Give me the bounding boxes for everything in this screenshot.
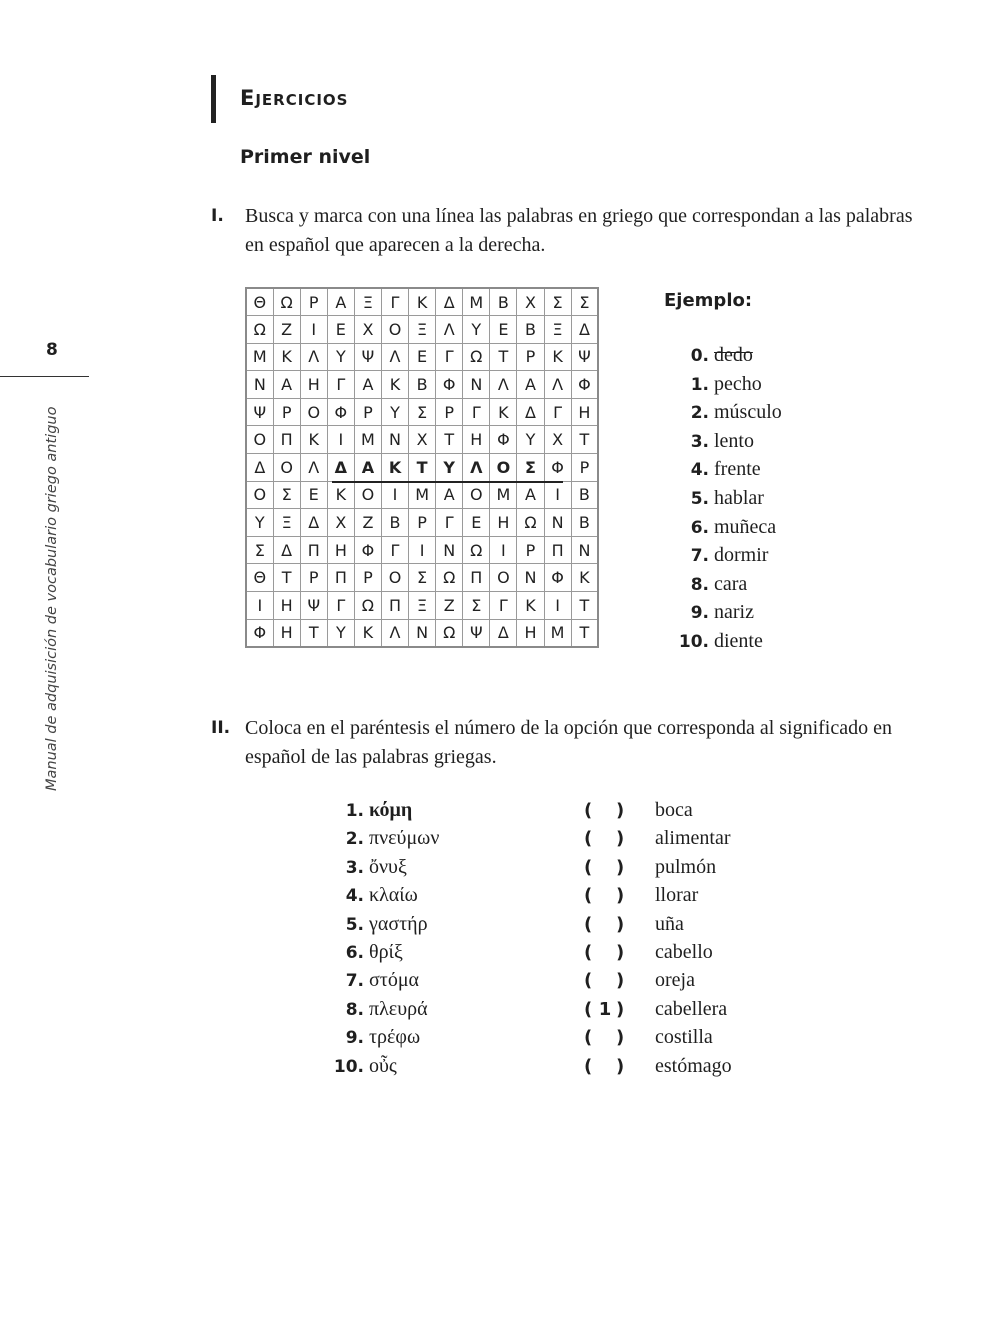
grid-cell[interactable]: Ξ	[354, 288, 381, 316]
grid-cell[interactable]: Σ	[246, 536, 273, 564]
grid-cell[interactable]: Υ	[436, 454, 463, 482]
grid-cell[interactable]: Σ	[409, 398, 436, 426]
vocab-item	[672, 601, 782, 630]
vocab-word: muñeca	[714, 515, 777, 538]
grid-cell[interactable]: Φ	[354, 536, 381, 564]
greek-word: τρέφω	[369, 1026, 421, 1049]
vocab-item	[672, 487, 782, 516]
spanish-word: costilla	[655, 1026, 713, 1049]
grid-cell[interactable]: Δ	[246, 454, 273, 482]
answer-paren-open: (	[584, 970, 593, 992]
grid-cell[interactable]: Η	[300, 371, 327, 399]
grid-cell[interactable]: Ν	[517, 564, 544, 592]
answer-paren-open: (	[584, 885, 593, 907]
grid-cell[interactable]: Δ	[490, 619, 517, 647]
grid-cell[interactable]: Ρ	[354, 564, 381, 592]
grid-cell[interactable]: Λ	[490, 371, 517, 399]
vocab-word: cara	[714, 572, 748, 595]
grid-cell[interactable]: Ω	[246, 316, 273, 344]
grid-cell[interactable]: Π	[544, 536, 571, 564]
grid-cell[interactable]: Ρ	[571, 454, 598, 482]
match-row	[330, 856, 800, 884]
grid-cell[interactable]: Λ	[544, 371, 571, 399]
grid-cell[interactable]: Ρ	[409, 509, 436, 537]
answer-paren-open: (	[584, 941, 593, 963]
grid-cell[interactable]: Ξ	[409, 592, 436, 620]
grid-row	[246, 371, 598, 399]
grid-cell[interactable]: Δ	[436, 288, 463, 316]
grid-cell[interactable]: Ε	[490, 316, 517, 344]
grid-cell[interactable]: Ι	[327, 426, 354, 454]
exercise2-number: II.	[211, 718, 231, 738]
exercise1-instructions: Busca y marca con una línea las palabras en griego que correspondan a las palabras en español que aparecen a la derecha.	[245, 205, 913, 256]
vocab-word: nariz	[714, 601, 754, 624]
grid-cell[interactable]: Ν	[246, 371, 273, 399]
answer-paren-close: )	[616, 998, 625, 1020]
match-row	[330, 884, 800, 912]
grid-cell[interactable]: Μ	[544, 619, 571, 647]
vocab-number: 8.	[690, 574, 709, 595]
grid-cell[interactable]: Ν	[409, 619, 436, 647]
grid-cell[interactable]: Ω	[436, 564, 463, 592]
grid-cell[interactable]: Η	[273, 592, 300, 620]
greek-word: κόμη	[369, 799, 413, 821]
vocab-number: 5.	[690, 488, 709, 509]
answer-paren-open: (	[584, 998, 593, 1020]
grid-cell[interactable]: Χ	[517, 288, 544, 316]
grid-cell[interactable]: Τ	[571, 426, 598, 454]
match-number: 1.	[345, 801, 364, 821]
spanish-word: cabello	[655, 940, 713, 963]
grid-cell[interactable]: Ο	[463, 481, 490, 509]
section-title: Ejercicios	[240, 86, 349, 110]
vocab-item	[672, 544, 782, 573]
grid-cell[interactable]: Ω	[436, 619, 463, 647]
answer-paren-close: )	[616, 856, 625, 878]
grid-cell[interactable]: Α	[273, 371, 300, 399]
vocab-number: 2.	[690, 403, 709, 424]
grid-cell[interactable]: Β	[571, 481, 598, 509]
grid-cell[interactable]: Τ	[490, 343, 517, 371]
grid-cell[interactable]: Μ	[354, 426, 381, 454]
grid-cell[interactable]: Η	[327, 536, 354, 564]
grid-cell[interactable]: Χ	[409, 426, 436, 454]
grid-cell[interactable]: Μ	[463, 288, 490, 316]
grid-cell[interactable]: Π	[463, 564, 490, 592]
answer-paren-close: )	[616, 970, 625, 992]
answer-paren-open: (	[584, 800, 593, 821]
grid-cell[interactable]: Φ	[490, 426, 517, 454]
answer-paren-close: )	[616, 1027, 625, 1049]
grid-cell[interactable]: Ξ	[273, 509, 300, 537]
grid-cell[interactable]: Α	[327, 288, 354, 316]
grid-cell[interactable]: Γ	[381, 536, 408, 564]
grid-cell[interactable]: Δ	[517, 398, 544, 426]
grid-cell[interactable]: Υ	[246, 509, 273, 537]
grid-cell[interactable]: Κ	[490, 398, 517, 426]
match-row	[330, 799, 800, 827]
grid-row	[246, 454, 598, 482]
grid-cell[interactable]: Ζ	[436, 592, 463, 620]
match-number: 6.	[345, 942, 364, 963]
grid-cell[interactable]: Σ	[409, 564, 436, 592]
match-row	[330, 1026, 800, 1054]
grid-cell[interactable]: Α	[354, 371, 381, 399]
grid-cell[interactable]: Γ	[327, 371, 354, 399]
match-number: 2.	[345, 829, 364, 850]
grid-row	[246, 316, 598, 344]
answer-paren-open: (	[584, 828, 593, 850]
match-number: 4.	[345, 886, 364, 907]
vocab-word: dormir	[714, 544, 769, 567]
grid-cell[interactable]: Φ	[571, 371, 598, 399]
match-row	[330, 969, 800, 997]
grid-cell[interactable]: Ψ	[463, 619, 490, 647]
grid-cell[interactable]: Ο	[354, 481, 381, 509]
grid-cell[interactable]: Λ	[381, 343, 408, 371]
spanish-word: cabellera	[655, 997, 728, 1020]
vocab-number: 1.	[690, 374, 709, 395]
vocab-item	[672, 373, 782, 402]
match-row	[330, 941, 800, 969]
page-number: 8	[46, 340, 58, 360]
grid-row	[246, 509, 598, 537]
grid-cell[interactable]: Σ	[273, 481, 300, 509]
grid-row	[246, 426, 598, 454]
answer-paren-open: (	[584, 856, 593, 878]
grid-cell[interactable]: Ν	[436, 536, 463, 564]
grid-cell[interactable]: Δ	[273, 536, 300, 564]
grid-cell[interactable]: Ν	[463, 371, 490, 399]
exercise1-number: I.	[211, 206, 224, 226]
grid-row	[246, 481, 598, 509]
grid-row	[246, 564, 598, 592]
grid-cell[interactable]: Μ	[409, 481, 436, 509]
answer-blank[interactable]: 1	[598, 998, 612, 1020]
greek-word: πνεύμων	[369, 827, 440, 850]
grid-cell[interactable]: Ψ	[354, 343, 381, 371]
vocab-item	[672, 430, 782, 459]
vocab-number: 10.	[678, 631, 709, 652]
found-word-line	[332, 481, 563, 483]
vocab-item	[672, 344, 782, 373]
grid-cell[interactable]: Μ	[490, 481, 517, 509]
answer-paren-close: )	[616, 941, 625, 963]
vocab-list	[672, 344, 782, 659]
grid-cell[interactable]: Ω	[354, 592, 381, 620]
greek-word: κλαίω	[369, 884, 418, 907]
exercise2-instructions: Coloca en el paréntesis el número de la opción que corresponda al significado en español de las palabras griegas.	[245, 717, 892, 768]
greek-word: πλευρά	[369, 997, 428, 1020]
grid-row	[246, 288, 598, 316]
grid-cell[interactable]: Σ	[517, 454, 544, 482]
spanish-word: estómago	[655, 1054, 732, 1077]
spanish-word: boca	[655, 799, 693, 821]
grid-cell[interactable]: Β	[409, 371, 436, 399]
grid-cell[interactable]: Γ	[436, 509, 463, 537]
grid-cell[interactable]: Ι	[409, 536, 436, 564]
grid-cell[interactable]: Χ	[327, 509, 354, 537]
grid-cell[interactable]: Κ	[409, 288, 436, 316]
grid-cell[interactable]: Γ	[544, 398, 571, 426]
grid-cell[interactable]: Ο	[300, 398, 327, 426]
grid-cell[interactable]: Λ	[381, 619, 408, 647]
grid-cell[interactable]: Κ	[273, 343, 300, 371]
word-search-grid	[245, 287, 599, 648]
grid-cell[interactable]: Φ	[436, 371, 463, 399]
greek-word: οὖς	[369, 1054, 397, 1077]
grid-cell[interactable]: Α	[517, 371, 544, 399]
grid-cell[interactable]: Γ	[490, 592, 517, 620]
level-title: Primer nivel	[240, 146, 371, 168]
answer-paren-close: )	[616, 1055, 625, 1077]
match-number: 10.	[333, 1056, 364, 1077]
vocab-number: 7.	[690, 546, 709, 567]
grid-cell[interactable]: Τ	[571, 592, 598, 620]
grid-cell[interactable]: Φ	[327, 398, 354, 426]
grid-cell[interactable]: Μ	[246, 343, 273, 371]
grid-cell[interactable]: Ο	[381, 316, 408, 344]
grid-row	[246, 536, 598, 564]
greek-word: στόμα	[369, 969, 420, 992]
grid-cell[interactable]: Τ	[436, 426, 463, 454]
grid-cell[interactable]: Ζ	[354, 509, 381, 537]
grid-cell[interactable]: Α	[354, 454, 381, 482]
grid-cell[interactable]: Ι	[300, 316, 327, 344]
grid-cell[interactable]: Σ	[544, 288, 571, 316]
grid-cell[interactable]: Β	[381, 509, 408, 537]
grid-cell[interactable]: Ρ	[300, 288, 327, 316]
grid-cell[interactable]: Ι	[381, 481, 408, 509]
grid-cell[interactable]: Β	[571, 509, 598, 537]
spanish-word: oreja	[655, 969, 695, 992]
answer-paren-close: )	[616, 800, 625, 821]
grid-cell[interactable]: Σ	[571, 288, 598, 316]
grid-cell[interactable]: Ο	[381, 564, 408, 592]
grid-cell[interactable]: Θ	[246, 564, 273, 592]
grid-cell[interactable]: Κ	[517, 592, 544, 620]
answer-paren-close: )	[616, 828, 625, 850]
vocab-item	[672, 516, 782, 545]
grid-cell[interactable]: Ξ	[544, 316, 571, 344]
grid-cell[interactable]: Ρ	[436, 398, 463, 426]
match-number: 9.	[345, 1028, 364, 1049]
grid-cell[interactable]: Φ	[544, 564, 571, 592]
spanish-word: alimentar	[655, 827, 731, 850]
spanish-word: llorar	[655, 884, 699, 907]
grid-cell[interactable]: Ψ	[300, 592, 327, 620]
grid-cell[interactable]: Η	[517, 619, 544, 647]
grid-cell[interactable]: Η	[490, 509, 517, 537]
grid-cell[interactable]: Λ	[463, 454, 490, 482]
vocab-item	[672, 401, 782, 430]
side-divider	[0, 376, 89, 377]
vocab-number: 3.	[690, 431, 709, 452]
grid-cell[interactable]: Κ	[300, 426, 327, 454]
vocab-word: lento	[714, 429, 754, 452]
running-title: Manual de adquisición de vocabulario griego antiguo	[44, 406, 60, 791]
match-number: 8.	[345, 999, 364, 1020]
grid-cell[interactable]: Ο	[246, 481, 273, 509]
grid-cell[interactable]: Υ	[517, 426, 544, 454]
grid-cell[interactable]: Ν	[381, 426, 408, 454]
answer-paren-close: )	[616, 885, 625, 907]
answer-paren-open: (	[584, 913, 593, 935]
grid-cell[interactable]: Υ	[463, 316, 490, 344]
grid-cell[interactable]: Κ	[327, 481, 354, 509]
grid-cell[interactable]: Φ	[246, 619, 273, 647]
match-number: 3.	[345, 857, 364, 878]
grid-cell[interactable]: Ψ	[246, 398, 273, 426]
grid-cell[interactable]: Κ	[381, 454, 408, 482]
grid-row	[246, 343, 598, 371]
grid-cell[interactable]: Κ	[381, 371, 408, 399]
grid-cell[interactable]: Ι	[246, 592, 273, 620]
grid-cell[interactable]: Ε	[463, 509, 490, 537]
grid-cell[interactable]: Κ	[544, 343, 571, 371]
grid-cell[interactable]: Η	[571, 398, 598, 426]
grid-cell[interactable]: Ν	[571, 536, 598, 564]
grid-cell[interactable]: Τ	[571, 619, 598, 647]
grid-cell[interactable]: Λ	[300, 343, 327, 371]
grid-cell[interactable]: Χ	[544, 426, 571, 454]
vocab-word: hablar	[714, 486, 764, 509]
greek-word: ὄνυξ	[369, 855, 407, 878]
grid-cell[interactable]: Ζ	[273, 316, 300, 344]
grid-cell[interactable]: Λ	[300, 454, 327, 482]
grid-cell[interactable]: Β	[517, 316, 544, 344]
vocab-word: diente	[714, 629, 763, 652]
grid-cell[interactable]: Π	[381, 592, 408, 620]
grid-cell[interactable]: Β	[490, 288, 517, 316]
grid-cell[interactable]: Ρ	[517, 343, 544, 371]
grid-cell[interactable]: Ν	[544, 509, 571, 537]
grid-cell[interactable]: Α	[517, 481, 544, 509]
vocab-item	[672, 630, 782, 659]
example-label: Ejemplo:	[664, 290, 753, 311]
match-row	[330, 998, 800, 1026]
grid-cell[interactable]: Φ	[544, 454, 571, 482]
grid-cell[interactable]: Η	[273, 619, 300, 647]
grid-cell[interactable]: Δ	[300, 509, 327, 537]
grid-cell[interactable]: Ε	[327, 316, 354, 344]
grid-cell[interactable]: Ε	[300, 481, 327, 509]
grid-cell[interactable]: Χ	[354, 316, 381, 344]
grid-cell[interactable]: Θ	[246, 288, 273, 316]
vocab-item	[672, 573, 782, 602]
grid-cell[interactable]: Ρ	[300, 564, 327, 592]
grid-cell[interactable]: Π	[327, 564, 354, 592]
grid-cell[interactable]: Κ	[354, 619, 381, 647]
grid-cell[interactable]: Γ	[381, 288, 408, 316]
grid-cell[interactable]: Υ	[327, 619, 354, 647]
match-row	[330, 913, 800, 941]
grid-cell[interactable]: Ο	[490, 454, 517, 482]
vocab-number: 0.	[690, 346, 709, 366]
grid-cell[interactable]: Γ	[436, 343, 463, 371]
matching-list	[330, 799, 800, 1083]
grid-row	[246, 398, 598, 426]
vocab-number: 6.	[690, 517, 709, 538]
grid-cell[interactable]: Τ	[273, 564, 300, 592]
grid-cell[interactable]: Ι	[490, 536, 517, 564]
grid-cell[interactable]: Ω	[463, 343, 490, 371]
vocab-word: músculo	[714, 401, 782, 424]
greek-word: θρίξ	[369, 940, 403, 963]
grid-cell[interactable]: Λ	[436, 316, 463, 344]
vocab-word: dedo	[714, 344, 753, 366]
grid-cell[interactable]: Δ	[571, 316, 598, 344]
grid-cell[interactable]: Υ	[327, 343, 354, 371]
grid-cell[interactable]: Τ	[300, 619, 327, 647]
grid-cell[interactable]: Ο	[273, 454, 300, 482]
grid-cell[interactable]: Δ	[327, 454, 354, 482]
section-bar	[211, 75, 216, 123]
grid-cell[interactable]: Π	[273, 426, 300, 454]
grid-cell[interactable]: Ε	[409, 343, 436, 371]
grid-cell[interactable]: Υ	[381, 398, 408, 426]
vocab-word: frente	[714, 458, 761, 481]
grid-cell[interactable]: Ο	[246, 426, 273, 454]
grid-cell[interactable]: Ω	[463, 536, 490, 564]
match-row	[330, 1055, 800, 1083]
grid-cell[interactable]: Τ	[409, 454, 436, 482]
grid-cell[interactable]: Ρ	[273, 398, 300, 426]
grid-cell[interactable]: Γ	[327, 592, 354, 620]
grid-cell[interactable]: Ι	[544, 592, 571, 620]
grid-cell[interactable]: Σ	[463, 592, 490, 620]
grid-cell[interactable]: Ψ	[571, 343, 598, 371]
spanish-word: pulmón	[655, 855, 717, 878]
grid-cell[interactable]: Ρ	[517, 536, 544, 564]
answer-paren-close: )	[616, 913, 625, 935]
grid-cell[interactable]: Π	[300, 536, 327, 564]
greek-word: γαστήρ	[369, 912, 428, 935]
grid-row	[246, 619, 598, 647]
match-number: 5.	[345, 914, 364, 935]
grid-cell[interactable]: Ο	[490, 564, 517, 592]
grid-cell[interactable]: Ω	[273, 288, 300, 316]
grid-row	[246, 592, 598, 620]
grid-cell[interactable]: Ι	[544, 481, 571, 509]
grid-cell[interactable]: Ρ	[354, 398, 381, 426]
grid-cell[interactable]: Ξ	[409, 316, 436, 344]
vocab-number: 4.	[690, 460, 709, 481]
grid-cell[interactable]: Κ	[571, 564, 598, 592]
grid-cell[interactable]: Ω	[517, 509, 544, 537]
spanish-word: uña	[655, 912, 684, 935]
grid-cell[interactable]: Α	[436, 481, 463, 509]
answer-paren-open: (	[584, 1027, 593, 1049]
vocab-item	[672, 458, 782, 487]
match-number: 7.	[345, 971, 364, 992]
match-row	[330, 827, 800, 855]
vocab-number: 9.	[690, 603, 709, 624]
vocab-word: pecho	[714, 372, 762, 395]
answer-paren-open: (	[584, 1055, 593, 1077]
grid-cell[interactable]: Η	[463, 426, 490, 454]
grid-cell[interactable]: Γ	[463, 398, 490, 426]
